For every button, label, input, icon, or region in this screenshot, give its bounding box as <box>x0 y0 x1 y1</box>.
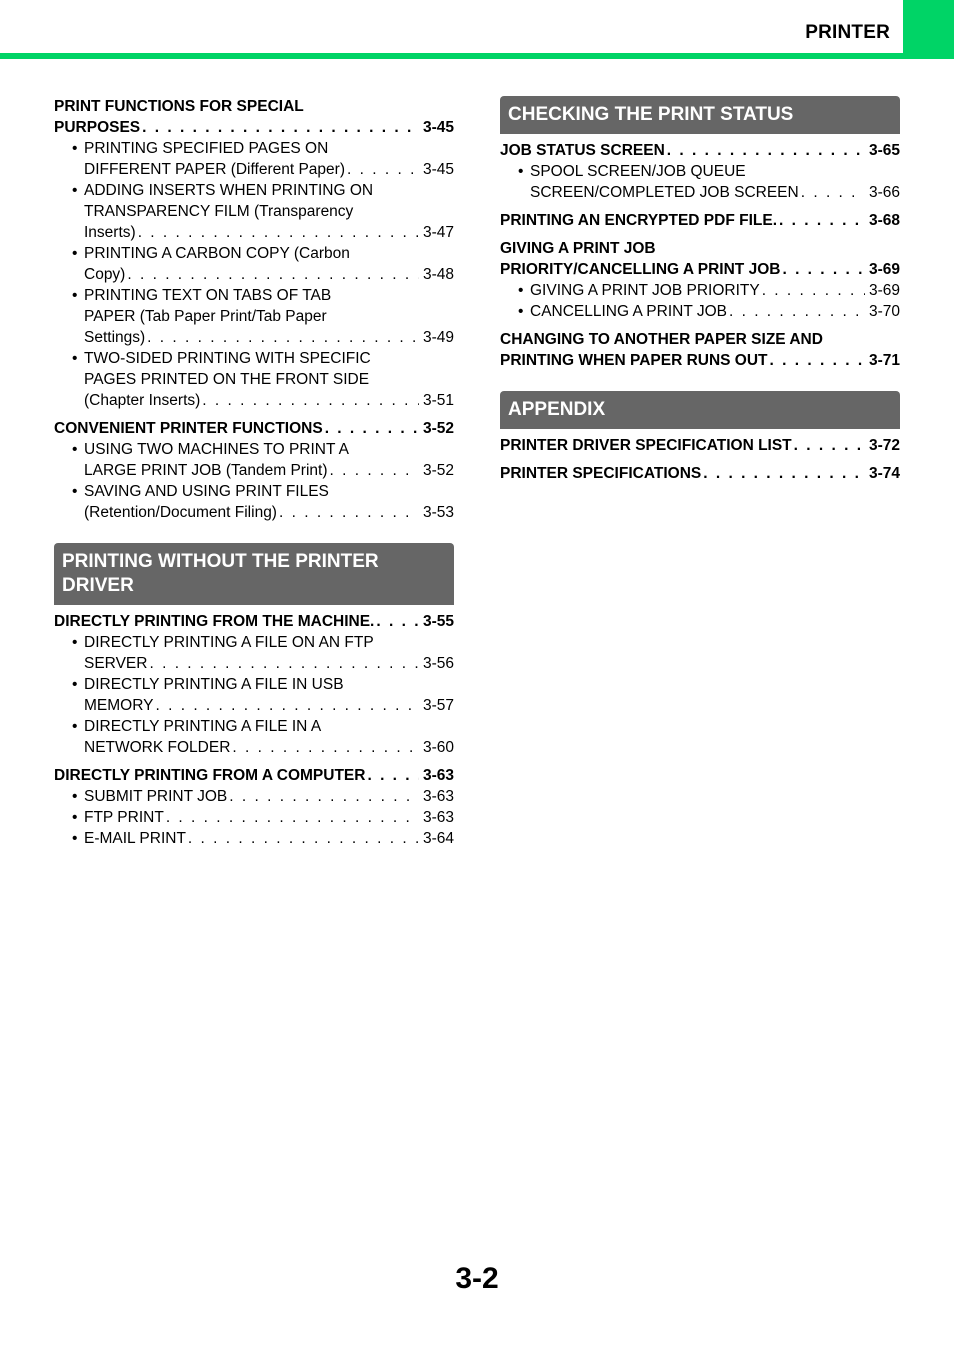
toc-section <box>54 543 454 849</box>
bullet-icon: • <box>72 809 78 826</box>
dot-leader <box>279 502 419 523</box>
entry-text-line: SERVER <box>84 655 148 672</box>
bullet-icon: • <box>72 788 78 805</box>
entry-text-line: PRIORITY/CANCELLING A PRINT JOB <box>500 261 781 278</box>
dot-leader <box>703 463 865 484</box>
dot-leader <box>779 210 865 231</box>
entry-last-line <box>54 765 454 786</box>
entry-last-line <box>84 502 454 523</box>
page-reference: 3-66 <box>868 184 900 201</box>
toc-section <box>500 96 900 371</box>
toc-subentry[interactable] <box>54 716 454 758</box>
toc-entry[interactable] <box>54 96 454 138</box>
section-heading: PRINTING WITHOUT THE PRINTER DRIVER <box>54 543 454 605</box>
section-heading: CHECKING THE PRINT STATUS <box>500 96 900 134</box>
entry-text-line: SUBMIT PRINT JOB <box>84 788 228 805</box>
dot-leader <box>325 418 419 439</box>
entry-text-line: DIRECTLY PRINTING FROM A COMPUTER <box>54 767 366 784</box>
toc-subentry[interactable] <box>54 439 454 481</box>
bullet-icon: • <box>518 282 524 299</box>
dot-leader <box>147 327 419 348</box>
entry-text-line: (Retention/Document Filing) <box>84 504 277 521</box>
bullet-icon: • <box>72 350 78 367</box>
dot-leader <box>149 653 419 674</box>
entry-last-line <box>84 653 454 674</box>
page-reference: 3-48 <box>422 266 454 283</box>
entry-text-line: E-MAIL PRINT <box>84 830 186 847</box>
dot-leader <box>729 301 865 322</box>
entry-last-line <box>84 786 454 807</box>
entry-last-line <box>530 301 900 322</box>
entry-last-line <box>84 737 454 758</box>
entry-text-line: ADDING INSERTS WHEN PRINTING ON <box>84 182 374 199</box>
toc-subentry[interactable] <box>500 280 900 301</box>
entry-last-line <box>54 117 454 138</box>
dot-leader <box>782 259 865 280</box>
page-reference: 3-63 <box>422 767 454 784</box>
entry-text-line: DIRECTLY PRINTING A FILE ON AN FTP <box>84 634 374 651</box>
dot-leader <box>347 159 419 180</box>
entry-last-line <box>84 807 454 828</box>
dot-leader <box>229 786 419 807</box>
page-reference: 3-64 <box>422 830 454 847</box>
page-reference: 3-72 <box>868 437 900 454</box>
page-reference: 3-53 <box>422 504 454 521</box>
bullet-icon: • <box>72 287 78 304</box>
toc-section <box>54 96 454 523</box>
entry-text-line: Settings) <box>84 329 146 346</box>
page-reference: 3-49 <box>422 329 454 346</box>
dot-leader <box>801 182 865 203</box>
page-header <box>0 0 954 60</box>
page-reference: 3-63 <box>422 809 454 826</box>
entry-text-line: PURPOSES <box>54 119 141 136</box>
entry-text-line: NETWORK FOLDER <box>84 739 231 756</box>
bullet-icon: • <box>72 441 78 458</box>
entry-last-line <box>530 182 900 203</box>
entry-last-line <box>500 140 900 161</box>
entry-last-line <box>84 264 454 285</box>
bullet-icon: • <box>72 718 78 735</box>
entry-last-line <box>84 159 454 180</box>
dot-leader <box>202 390 419 411</box>
entry-last-line <box>84 828 454 849</box>
page-reference: 3-63 <box>422 788 454 805</box>
page-reference: 3-70 <box>868 303 900 320</box>
dot-leader <box>166 807 419 828</box>
entry-text-line: Copy) <box>84 266 126 283</box>
chapter-title: PRINTER <box>805 22 890 43</box>
entry-text-line: DIRECTLY PRINTING FROM THE MACHINE. <box>54 613 375 630</box>
entry-text-line: CHANGING TO ANOTHER PAPER SIZE AND <box>500 331 823 348</box>
entry-last-line <box>54 418 454 439</box>
page-reference: 3-45 <box>422 119 454 136</box>
bullet-icon: • <box>72 676 78 693</box>
toc-subentry[interactable] <box>54 138 454 180</box>
dot-leader <box>155 695 418 716</box>
dot-leader <box>188 828 419 849</box>
page-reference: 3-74 <box>868 465 900 482</box>
dot-leader <box>127 264 419 285</box>
entry-text-line: PRINTING AN ENCRYPTED PDF FILE. <box>500 212 778 229</box>
entry-last-line <box>84 222 454 243</box>
page-reference: 3-57 <box>422 697 454 714</box>
toc-subentry[interactable] <box>54 786 454 807</box>
toc-right-column <box>500 96 900 484</box>
header-accent-bar <box>0 53 954 59</box>
page-reference: 3-45 <box>422 161 454 178</box>
entry-last-line <box>84 390 454 411</box>
toc-subentry[interactable] <box>54 180 454 243</box>
bullet-icon: • <box>72 483 78 500</box>
toc-entry[interactable] <box>500 140 900 161</box>
page-reference: 3-71 <box>868 352 900 369</box>
toc-entry[interactable] <box>500 463 900 484</box>
bullet-icon: • <box>518 163 524 180</box>
dot-leader <box>770 350 865 371</box>
toc-subentry[interactable] <box>500 301 900 322</box>
entry-text-line: MEMORY <box>84 697 154 714</box>
bullet-icon: • <box>72 140 78 157</box>
toc-entry[interactable] <box>500 435 900 456</box>
page-reference: 3-47 <box>422 224 454 241</box>
toc-entry[interactable] <box>54 765 454 786</box>
page-reference: 3-52 <box>422 462 454 479</box>
page-reference: 3-65 <box>868 142 900 159</box>
entry-text-line: PRINTING A CARBON COPY (Carbon <box>84 245 350 262</box>
page-reference: 3-68 <box>868 212 900 229</box>
toc-subentry[interactable] <box>54 632 454 674</box>
toc-entry[interactable] <box>500 238 900 280</box>
dot-leader <box>794 435 865 456</box>
toc-section <box>500 391 900 484</box>
dot-leader <box>376 611 419 632</box>
entry-text-line: PRINTER SPECIFICATIONS <box>500 465 702 482</box>
entry-text-line: CANCELLING A PRINT JOB <box>530 303 727 320</box>
toc-entry[interactable] <box>54 418 454 439</box>
entry-text-line: DIRECTLY PRINTING A FILE IN A <box>84 718 322 735</box>
toc-subentry[interactable] <box>54 243 454 285</box>
entry-last-line <box>84 460 454 481</box>
entry-text-line: PRINTING TEXT ON TABS OF TAB <box>84 287 332 304</box>
page-reference: 3-60 <box>422 739 454 756</box>
entry-text-line: DIRECTLY PRINTING A FILE IN USB <box>84 676 344 693</box>
entry-text-line: GIVING A PRINT JOB <box>500 240 656 257</box>
section-gap <box>54 523 454 543</box>
entry-last-line <box>530 280 900 301</box>
dot-leader <box>142 117 419 138</box>
toc-entry[interactable] <box>54 611 454 632</box>
header-accent-block <box>903 0 954 59</box>
dot-leader <box>667 140 865 161</box>
toc-subentry[interactable] <box>54 807 454 828</box>
entry-text-line: SAVING AND USING PRINT FILES <box>84 483 329 500</box>
dot-leader <box>138 222 419 243</box>
entry-last-line <box>84 327 454 348</box>
entry-text-line: GIVING A PRINT JOB PRIORITY <box>530 282 760 299</box>
entry-text-line: USING TWO MACHINES TO PRINT A <box>84 441 349 458</box>
entry-text-line: TRANSPARENCY FILM (Transparency <box>84 203 354 220</box>
entry-last-line <box>500 435 900 456</box>
page-reference: 3-69 <box>868 261 900 278</box>
page-reference: 3-69 <box>868 282 900 299</box>
page-reference: 3-52 <box>422 420 454 437</box>
entry-text-line: CONVENIENT PRINTER FUNCTIONS <box>54 420 323 437</box>
entry-text-line: JOB STATUS SCREEN <box>500 142 665 159</box>
entry-text-line: PRINT FUNCTIONS FOR SPECIAL <box>54 98 304 115</box>
dot-leader <box>232 737 419 758</box>
section-gap <box>500 371 900 391</box>
dot-leader <box>329 460 418 481</box>
entry-text-line: SCREEN/COMPLETED JOB SCREEN <box>530 184 799 201</box>
bullet-icon: • <box>72 830 78 847</box>
entry-text-line: PAGES PRINTED ON THE FRONT SIDE <box>84 371 370 388</box>
bullet-icon: • <box>72 245 78 262</box>
toc-subentry[interactable] <box>54 348 454 411</box>
entry-text-line: TWO-SIDED PRINTING WITH SPECIFIC <box>84 350 371 367</box>
entry-text-line: DIFFERENT PAPER (Different Paper) <box>84 161 345 178</box>
bullet-icon: • <box>72 634 78 651</box>
toc-subentry[interactable] <box>54 674 454 716</box>
entry-text-line: SPOOL SCREEN/JOB QUEUE <box>530 163 746 180</box>
bullet-icon: • <box>518 303 524 320</box>
entry-last-line <box>500 210 900 231</box>
page-reference: 3-56 <box>422 655 454 672</box>
section-heading: APPENDIX <box>500 391 900 429</box>
toc-left-column <box>54 96 454 849</box>
entry-last-line <box>500 259 900 280</box>
bullet-icon: • <box>72 182 78 199</box>
dot-leader <box>762 280 865 301</box>
entry-text-line: (Chapter Inserts) <box>84 392 201 409</box>
entry-text-line: FTP PRINT <box>84 809 164 826</box>
toc-subentry[interactable] <box>54 481 454 523</box>
entry-text-line: LARGE PRINT JOB (Tandem Print) <box>84 462 328 479</box>
entry-last-line <box>500 350 900 371</box>
entry-text-line: PRINTING WHEN PAPER RUNS OUT <box>500 352 768 369</box>
page-reference: 3-51 <box>422 392 454 409</box>
toc-entry[interactable] <box>500 329 900 371</box>
entry-text-line: PRINTER DRIVER SPECIFICATION LIST <box>500 437 792 454</box>
entry-last-line <box>500 463 900 484</box>
entry-text-line: Inserts) <box>84 224 136 241</box>
entry-text-line: PAPER (Tab Paper Print/Tab Paper <box>84 308 327 325</box>
entry-last-line <box>84 695 454 716</box>
toc-subentry[interactable] <box>54 285 454 348</box>
page-number: 3-2 <box>455 1262 499 1295</box>
toc-subentry[interactable] <box>500 161 900 203</box>
toc-entry[interactable] <box>500 210 900 231</box>
page-reference: 3-55 <box>422 613 454 630</box>
entry-last-line <box>54 611 454 632</box>
entry-text-line: PRINTING SPECIFIED PAGES ON <box>84 140 329 157</box>
dot-leader <box>367 765 419 786</box>
toc-subentry[interactable] <box>54 828 454 849</box>
